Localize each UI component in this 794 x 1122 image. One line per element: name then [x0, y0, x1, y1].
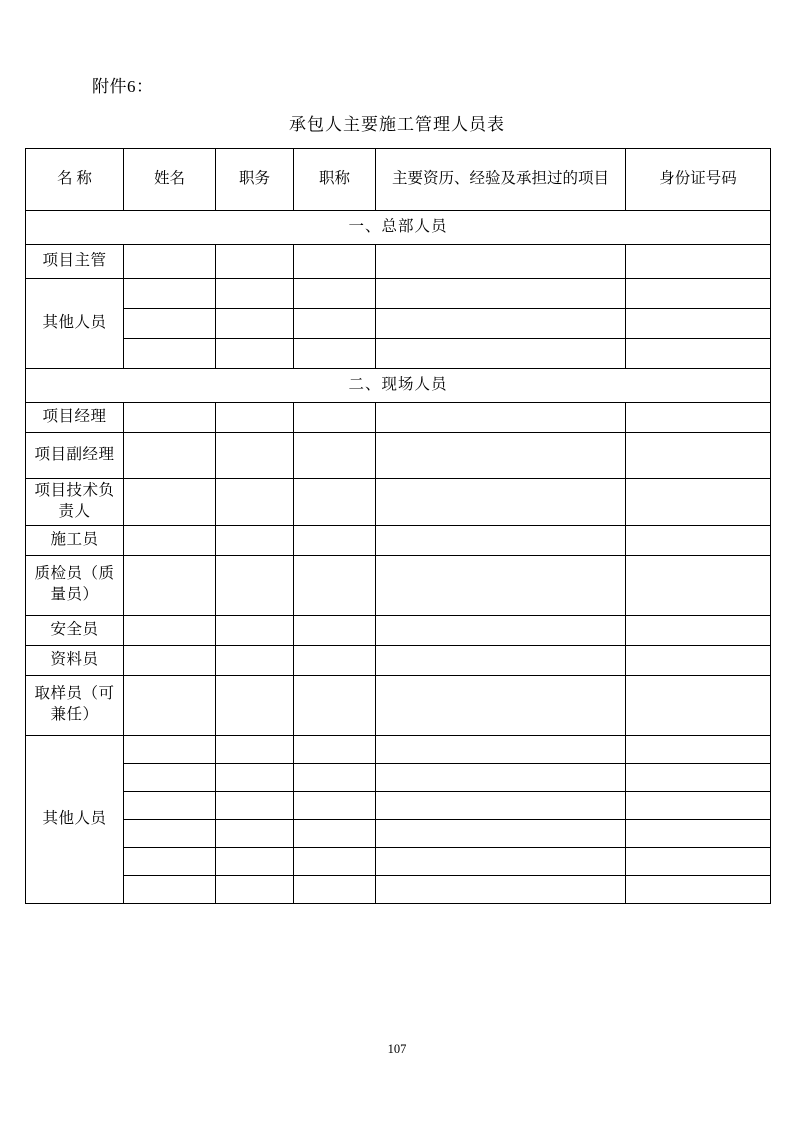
- cell-position[interactable]: [216, 403, 294, 433]
- cell-person-name[interactable]: [124, 847, 216, 875]
- cell-position[interactable]: [216, 555, 294, 615]
- row-label-technical-director: 项目技术负责人: [26, 479, 124, 526]
- cell-id-number[interactable]: [626, 525, 771, 555]
- cell-person-name[interactable]: [124, 555, 216, 615]
- table-row: [26, 735, 771, 763]
- section-heading-site: 二、现场人员: [26, 369, 771, 403]
- cell-title[interactable]: [294, 525, 376, 555]
- cell-title[interactable]: [294, 763, 376, 791]
- cell-experience[interactable]: [376, 245, 626, 279]
- cell-title[interactable]: [294, 735, 376, 763]
- cell-id-number[interactable]: [626, 645, 771, 675]
- table-row: [26, 245, 771, 279]
- column-header-name: 名 称: [26, 149, 124, 211]
- management-personnel-table: [25, 148, 771, 904]
- cell-person-name[interactable]: [124, 791, 216, 819]
- cell-person-name[interactable]: [124, 245, 216, 279]
- cell-person-name[interactable]: [124, 403, 216, 433]
- cell-experience[interactable]: [376, 555, 626, 615]
- section-heading-row: [26, 211, 771, 245]
- cell-id-number[interactable]: [626, 339, 771, 369]
- cell-experience[interactable]: [376, 763, 626, 791]
- cell-title[interactable]: [294, 819, 376, 847]
- page-number: 107: [387, 1042, 407, 1056]
- cell-id-number[interactable]: [626, 763, 771, 791]
- table-row: [26, 479, 771, 526]
- cell-experience[interactable]: [376, 403, 626, 433]
- cell-person-name[interactable]: [124, 735, 216, 763]
- cell-person-name[interactable]: [124, 875, 216, 903]
- column-header-position: 职务: [216, 149, 294, 211]
- cell-title[interactable]: [294, 279, 376, 309]
- cell-position[interactable]: [216, 875, 294, 903]
- cell-position[interactable]: [216, 309, 294, 339]
- cell-id-number[interactable]: [626, 309, 771, 339]
- row-label-other-staff-site: 其他人员: [26, 735, 124, 903]
- cell-person-name[interactable]: [124, 433, 216, 479]
- cell-id-number[interactable]: [626, 735, 771, 763]
- cell-id-number[interactable]: [626, 675, 771, 735]
- cell-experience[interactable]: [376, 279, 626, 309]
- cell-person-name[interactable]: [124, 763, 216, 791]
- cell-title[interactable]: [294, 875, 376, 903]
- cell-title[interactable]: [294, 479, 376, 526]
- cell-person-name[interactable]: [124, 615, 216, 645]
- cell-id-number[interactable]: [626, 555, 771, 615]
- cell-position[interactable]: [216, 791, 294, 819]
- cell-person-name[interactable]: [124, 675, 216, 735]
- cell-title[interactable]: [294, 675, 376, 735]
- cell-title[interactable]: [294, 403, 376, 433]
- cell-id-number[interactable]: [626, 403, 771, 433]
- table-row: [26, 525, 771, 555]
- table-row: [26, 675, 771, 735]
- cell-person-name[interactable]: [124, 279, 216, 309]
- cell-title[interactable]: [294, 847, 376, 875]
- cell-experience[interactable]: [376, 433, 626, 479]
- cell-title[interactable]: [294, 433, 376, 479]
- page-title: 承包人主要施工管理人员表: [289, 115, 505, 134]
- column-header-person-name: 姓名: [124, 149, 216, 211]
- cell-id-number[interactable]: [626, 615, 771, 645]
- cell-id-number[interactable]: [626, 245, 771, 279]
- cell-title[interactable]: [294, 555, 376, 615]
- cell-position[interactable]: [216, 279, 294, 309]
- cell-experience[interactable]: [376, 875, 626, 903]
- cell-position[interactable]: [216, 819, 294, 847]
- cell-id-number[interactable]: [626, 875, 771, 903]
- cell-person-name[interactable]: [124, 339, 216, 369]
- table-row: [26, 763, 771, 791]
- cell-experience[interactable]: [376, 735, 626, 763]
- row-label-deputy-project-manager: 项目副经理: [26, 433, 124, 479]
- row-label-construction-worker: 施工员: [26, 525, 124, 555]
- cell-position[interactable]: [216, 763, 294, 791]
- table-row: [26, 875, 771, 903]
- table-row: [26, 339, 771, 369]
- row-label-project-manager: 项目经理: [26, 403, 124, 433]
- cell-experience[interactable]: [376, 525, 626, 555]
- cell-person-name[interactable]: [124, 819, 216, 847]
- cell-person-name[interactable]: [124, 645, 216, 675]
- table-row: [26, 847, 771, 875]
- cell-title[interactable]: [294, 339, 376, 369]
- cell-position[interactable]: [216, 525, 294, 555]
- cell-id-number[interactable]: [626, 433, 771, 479]
- cell-position[interactable]: [216, 339, 294, 369]
- table-row: [26, 309, 771, 339]
- cell-person-name[interactable]: [124, 479, 216, 526]
- cell-position[interactable]: [216, 615, 294, 645]
- column-header-experience: 主要资历、经验及承担过的项目: [376, 149, 626, 211]
- row-label-project-supervisor: 项目主管: [26, 245, 124, 279]
- cell-position[interactable]: [216, 245, 294, 279]
- cell-person-name[interactable]: [124, 309, 216, 339]
- cell-experience[interactable]: [376, 847, 626, 875]
- row-label-document-clerk: 资料员: [26, 645, 124, 675]
- cell-position[interactable]: [216, 433, 294, 479]
- cell-id-number[interactable]: [626, 479, 771, 526]
- cell-experience[interactable]: [376, 339, 626, 369]
- table-row: [26, 279, 771, 309]
- cell-position[interactable]: [216, 479, 294, 526]
- table-row: [26, 433, 771, 479]
- section-heading-row: [26, 369, 771, 403]
- cell-experience[interactable]: [376, 675, 626, 735]
- cell-experience[interactable]: [376, 309, 626, 339]
- table-row: [26, 791, 771, 819]
- cell-experience[interactable]: [376, 479, 626, 526]
- column-header-id-number: 身份证号码: [626, 149, 771, 211]
- table-header-row: [26, 149, 771, 211]
- section-heading-headquarters: 一、总部人员: [26, 211, 771, 245]
- cell-title[interactable]: [294, 245, 376, 279]
- cell-experience[interactable]: [376, 645, 626, 675]
- cell-experience[interactable]: [376, 791, 626, 819]
- cell-position[interactable]: [216, 847, 294, 875]
- cell-position[interactable]: [216, 675, 294, 735]
- cell-title[interactable]: [294, 309, 376, 339]
- cell-title[interactable]: [294, 791, 376, 819]
- attachment-label: 附件6：: [92, 77, 154, 96]
- cell-experience[interactable]: [376, 615, 626, 645]
- row-label-safety-officer: 安全员: [26, 615, 124, 645]
- table-row: [26, 403, 771, 433]
- table-row: [26, 555, 771, 615]
- row-label-quality-inspector: 质检员（质量员）: [26, 555, 124, 615]
- cell-id-number[interactable]: [626, 847, 771, 875]
- column-header-title: 职称: [294, 149, 376, 211]
- table-row: [26, 645, 771, 675]
- cell-person-name[interactable]: [124, 525, 216, 555]
- cell-experience[interactable]: [376, 819, 626, 847]
- table-row: [26, 819, 771, 847]
- cell-id-number[interactable]: [626, 819, 771, 847]
- cell-id-number[interactable]: [626, 791, 771, 819]
- cell-id-number[interactable]: [626, 279, 771, 309]
- cell-position[interactable]: [216, 735, 294, 763]
- row-label-sampler: 取样员（可兼任）: [26, 675, 124, 735]
- cell-position[interactable]: [216, 645, 294, 675]
- cell-title[interactable]: [294, 645, 376, 675]
- table-row: [26, 615, 771, 645]
- row-label-other-staff-hq: 其他人员: [26, 279, 124, 369]
- cell-title[interactable]: [294, 615, 376, 645]
